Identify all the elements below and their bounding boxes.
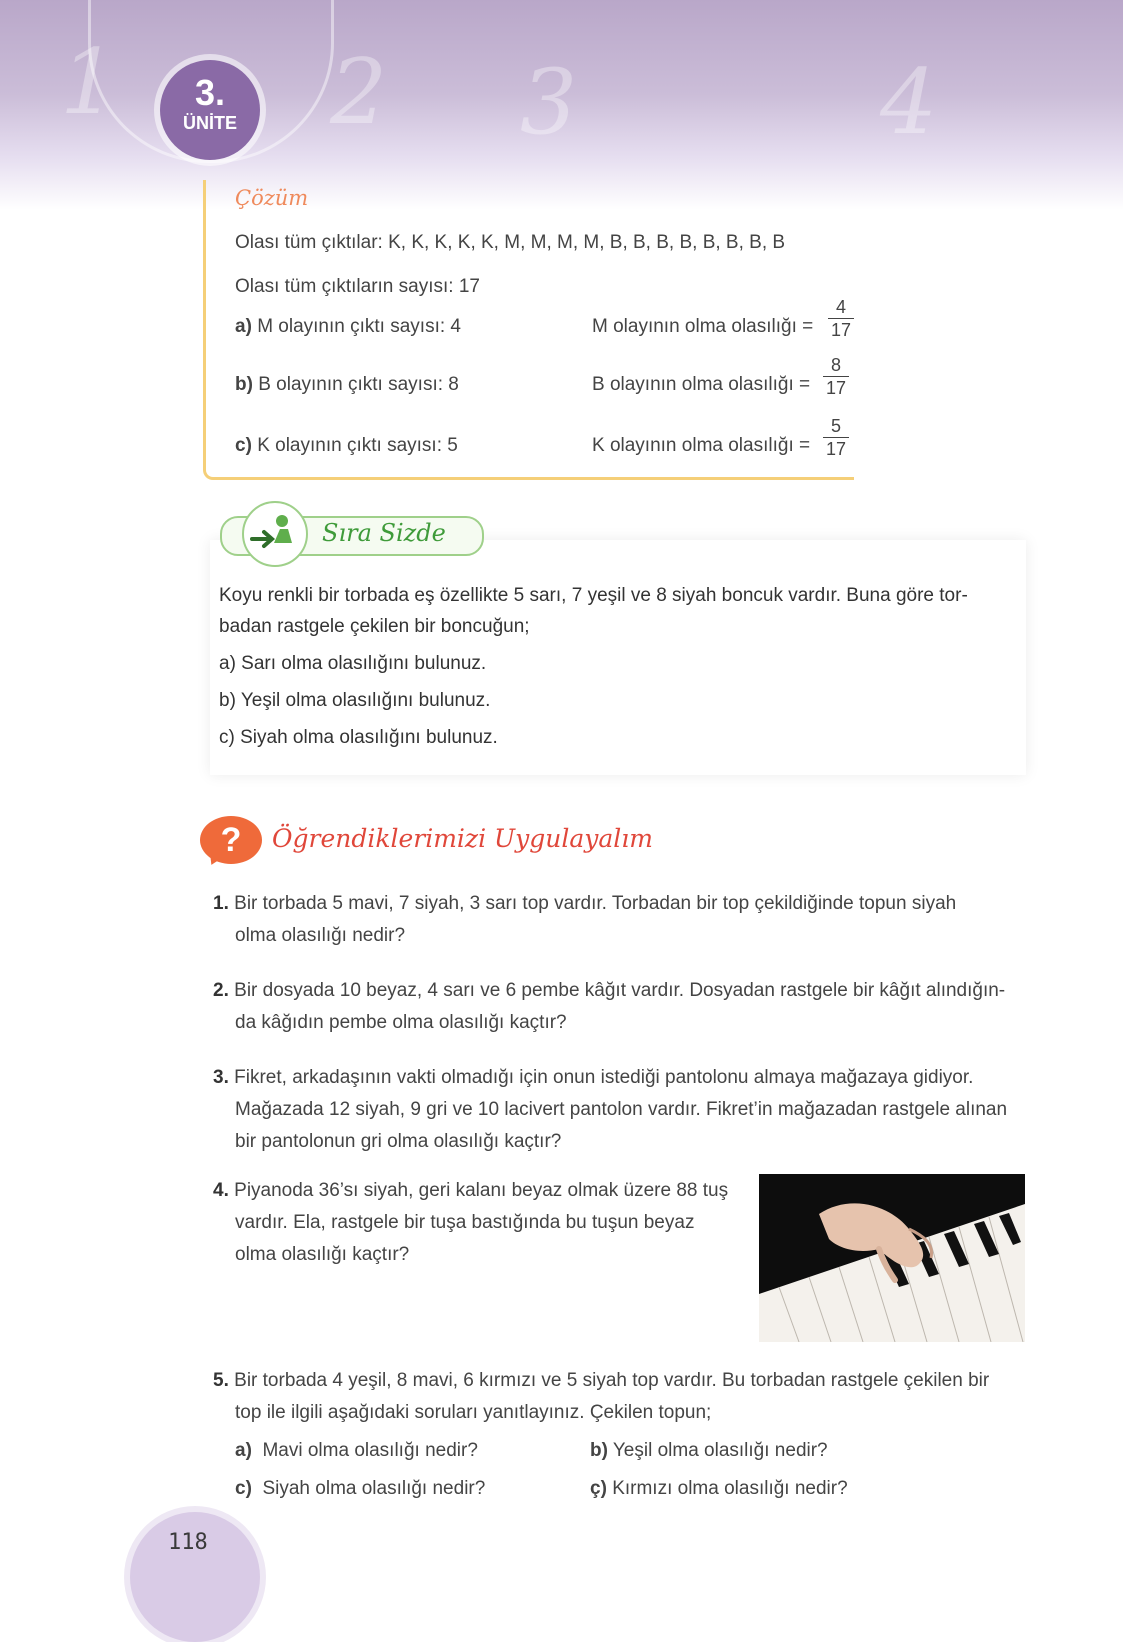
student-arrow-icon — [242, 501, 308, 567]
sub-label: b) — [590, 1440, 608, 1461]
unit-badge — [160, 60, 260, 160]
solution-item-a — [235, 316, 461, 338]
decorative-digit: 4 — [880, 50, 938, 155]
question-5 — [213, 1370, 989, 1392]
denominator: 17 — [825, 378, 847, 398]
item-count-text: K olayının çıktı sayısı: 5 — [257, 435, 458, 456]
outcome-count-line: Olası tüm çıktıların sayısı: 17 — [235, 276, 480, 297]
question-2 — [213, 980, 1005, 1002]
sira-sizde-question-a: a) Sarı olma olasılığını bulunuz. — [219, 653, 487, 674]
question-4-line-2: vardır. Ela, rastgele bir tuşa bastığında bu tuşun beyaz — [235, 1212, 695, 1233]
decorative-digit: 1 — [60, 30, 118, 135]
question-text: Fikret, arkadaşının vakti olmadığı için onun istediği pantolonu almaya mağazaya gidiyor. — [234, 1067, 974, 1088]
question-text: Piyanoda 36’sı siyah, geri kalanı beyaz olmak üzere 88 tuş — [234, 1180, 729, 1201]
fraction-c — [823, 415, 849, 460]
solution-title: Çözüm — [235, 186, 309, 210]
question-text: Bir torbada 4 yeşil, 8 mavi, 6 kırmızı ve 5 siyah top vardır. Bu torbadan rastgele çekilen bir — [234, 1370, 990, 1391]
question-3-line-3: bir pantolonun gri olma olasılığı kaçtır? — [235, 1131, 562, 1152]
sira-sizde-question-b: b) Yeşil olma olasılığını bulunuz. — [219, 690, 491, 711]
question-5-sub-c-cedilla — [590, 1478, 848, 1500]
item-label: b) — [235, 374, 253, 395]
question-5-line-2: top ile ilgili aşağıdaki soruları yanıtlayınız. Çekilen topun; — [235, 1402, 712, 1423]
probability-text-b: B olayının olma olasılığı = — [592, 374, 811, 395]
sub-text: Yeşil olma olasılığı nedir? — [612, 1440, 828, 1461]
denominator: 17 — [825, 439, 847, 459]
section-title: Öğrendiklerimizi Uygulayalım — [272, 824, 653, 853]
fraction-a — [828, 296, 854, 341]
question-number: 2. — [213, 980, 229, 1001]
sira-sizde-line-2: badan rastgele çekilen bir boncuğun; — [219, 616, 530, 637]
question-2-line-2: da kâğıdın pembe olma olasılığı kaçtır? — [235, 1012, 567, 1033]
question-3 — [213, 1067, 973, 1089]
sub-text: Kırmızı olma olasılığı nedir? — [612, 1478, 848, 1499]
question-number: 4. — [213, 1180, 229, 1201]
item-label: c) — [235, 435, 252, 456]
outcomes-line: Olası tüm çıktılar: K, K, K, K, K, M, M, M, M, B, B, B, B, B, B, B, B — [235, 232, 786, 253]
question-3-line-2: Mağazada 12 siyah, 9 gri ve 10 lacivert pantolon vardır. Fikret’in mağazadan rastgele alınan — [235, 1099, 1008, 1120]
question-4 — [213, 1180, 728, 1202]
question-1-line-2: olma olasılığı nedir? — [235, 925, 406, 946]
decorative-digit: 3 — [520, 50, 578, 155]
solution-item-c — [235, 435, 458, 457]
solution-item-b — [235, 374, 459, 396]
question-number: 5. — [213, 1370, 229, 1391]
sub-label: ç) — [590, 1478, 607, 1499]
question-number: 3. — [213, 1067, 229, 1088]
sub-text: Mavi olma olasılığı nedir? — [262, 1440, 478, 1461]
decorative-digit: 2 — [330, 40, 388, 145]
sub-text: Siyah olma olasılığı nedir? — [262, 1478, 486, 1499]
question-5-sub-b — [590, 1440, 828, 1462]
page-number: 118 — [168, 1530, 208, 1555]
question-4-line-3: olma olasılığı kaçtır? — [235, 1244, 410, 1265]
item-count-text: B olayının çıktı sayısı: 8 — [258, 374, 459, 395]
question-text: Bir torbada 5 mavi, 7 siyah, 3 sarı top vardır. Torbadan bir top çekildiğinde topun siyah — [234, 893, 957, 914]
sira-sizde-title: Sıra Sizde — [322, 519, 446, 547]
probability-text-c: K olayının olma olasılığı = — [592, 435, 811, 456]
unit-number: 3. — [194, 72, 226, 113]
question-number: 1. — [213, 893, 229, 914]
numerator: 5 — [830, 416, 841, 436]
probability-text-a: M olayının olma olasılığı = — [592, 316, 814, 337]
sira-sizde-line-1: Koyu renkli bir torbada eş özellikte 5 sarı, 7 yeşil ve 8 siyah boncuk vardır. Buna göre tor- — [219, 585, 968, 606]
question-5-sub-a — [235, 1440, 478, 1462]
question-5-sub-c — [235, 1478, 485, 1500]
question-bubble-icon: ? — [200, 816, 262, 864]
question-text: Bir dosyada 10 beyaz, 4 sarı ve 6 pembe kâğıt vardır. Dosyadan rastgele bir kâğıt alındığın- — [234, 980, 1006, 1001]
question-1 — [213, 893, 956, 915]
sub-label: c) — [235, 1478, 252, 1499]
item-count-text: M olayının çıktı sayısı: 4 — [257, 316, 461, 337]
numerator: 8 — [830, 355, 841, 375]
sub-label: a) — [235, 1440, 252, 1461]
fraction-b — [823, 354, 849, 399]
item-label: a) — [235, 316, 252, 337]
piano-photo — [759, 1174, 1025, 1342]
sira-sizde-question-c: c) Siyah olma olasılığını bulunuz. — [219, 727, 498, 748]
numerator: 4 — [835, 297, 846, 317]
unit-word: ÜNİTE — [183, 113, 237, 133]
denominator: 17 — [830, 320, 852, 340]
